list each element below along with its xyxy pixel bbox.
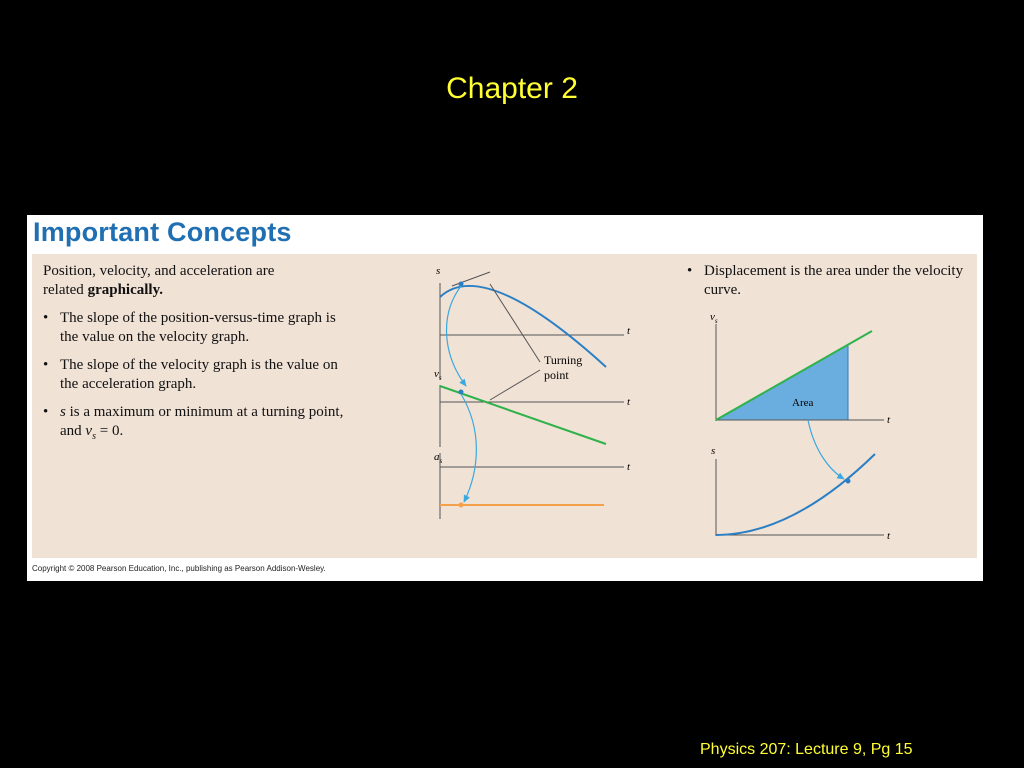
a-axis-label: $a_s$ (434, 451, 443, 465)
turning-point-annotation (490, 284, 582, 400)
area-label: Area (792, 397, 814, 409)
important-concepts-figure (27, 215, 983, 581)
turning-leader-2 (490, 370, 540, 400)
arrow-area-to-position (808, 420, 844, 479)
concepts-panel (32, 254, 977, 558)
position-point (459, 282, 464, 287)
tangent-line (452, 272, 490, 286)
bullet-text: The slope of the position-versus-time graph is the value on the velocity graph. (60, 310, 336, 345)
bullet-text: Displacement is the area under the velocity curve. (704, 263, 964, 298)
bullet-text: The slope of the velocity graph is the value on the acceleration graph. (60, 357, 338, 392)
bullet-dot: • (43, 357, 49, 373)
t-axis-label: t (887, 414, 891, 426)
area-position-graph (711, 445, 891, 542)
velocity-line (440, 386, 606, 444)
bullet-dot: • (43, 310, 49, 326)
t-axis-label: t (627, 325, 631, 337)
position-point (846, 479, 851, 484)
intro-line-1: Position, velocity, and acceleration are (43, 263, 275, 279)
s-axis-label: s (711, 445, 716, 457)
t-axis-label: t (627, 396, 631, 408)
v-axis-label: $v_s$ (434, 368, 442, 382)
symbol-v: v (85, 423, 93, 439)
turning-label-2: point (544, 368, 569, 382)
intro-line-2: related (43, 282, 88, 298)
turning-label-1: Turning (544, 353, 583, 367)
velocity-graph (434, 368, 631, 447)
velocity-point (459, 390, 464, 395)
turning-leader-1 (490, 284, 540, 362)
slide-title: Chapter 2 (446, 72, 578, 105)
intro-bold-word: graphically. (87, 282, 163, 298)
acceleration-graph (434, 451, 631, 519)
v-axis-label: $v_s$ (710, 311, 718, 325)
acceleration-point (459, 503, 464, 508)
bullet-dot: • (687, 263, 693, 279)
symbol-s: s (60, 404, 66, 420)
graphs-diagram (32, 254, 977, 558)
bullet-text: s is a maximum or minimum at a turning point, and $v_s = 0$. (60, 404, 344, 442)
t-axis-label: t (627, 461, 631, 473)
s-axis-label: s (436, 265, 441, 277)
figure-heading: Important Concepts (33, 217, 292, 247)
area-velocity-graph (710, 311, 891, 426)
position-curve (716, 454, 875, 535)
slide-footer: Physics 207: Lecture 9, Pg 15 (700, 741, 913, 758)
arrow-position-to-velocity (447, 286, 466, 386)
bullet-dot: • (43, 404, 49, 420)
t-axis-label: t (887, 530, 891, 542)
copyright-text: Copyright © 2008 Pearson Education, Inc., publishing as Pearson Addison-Wesley. (32, 564, 326, 573)
arrow-velocity-to-acceleration (461, 394, 476, 502)
position-graph (436, 265, 631, 379)
